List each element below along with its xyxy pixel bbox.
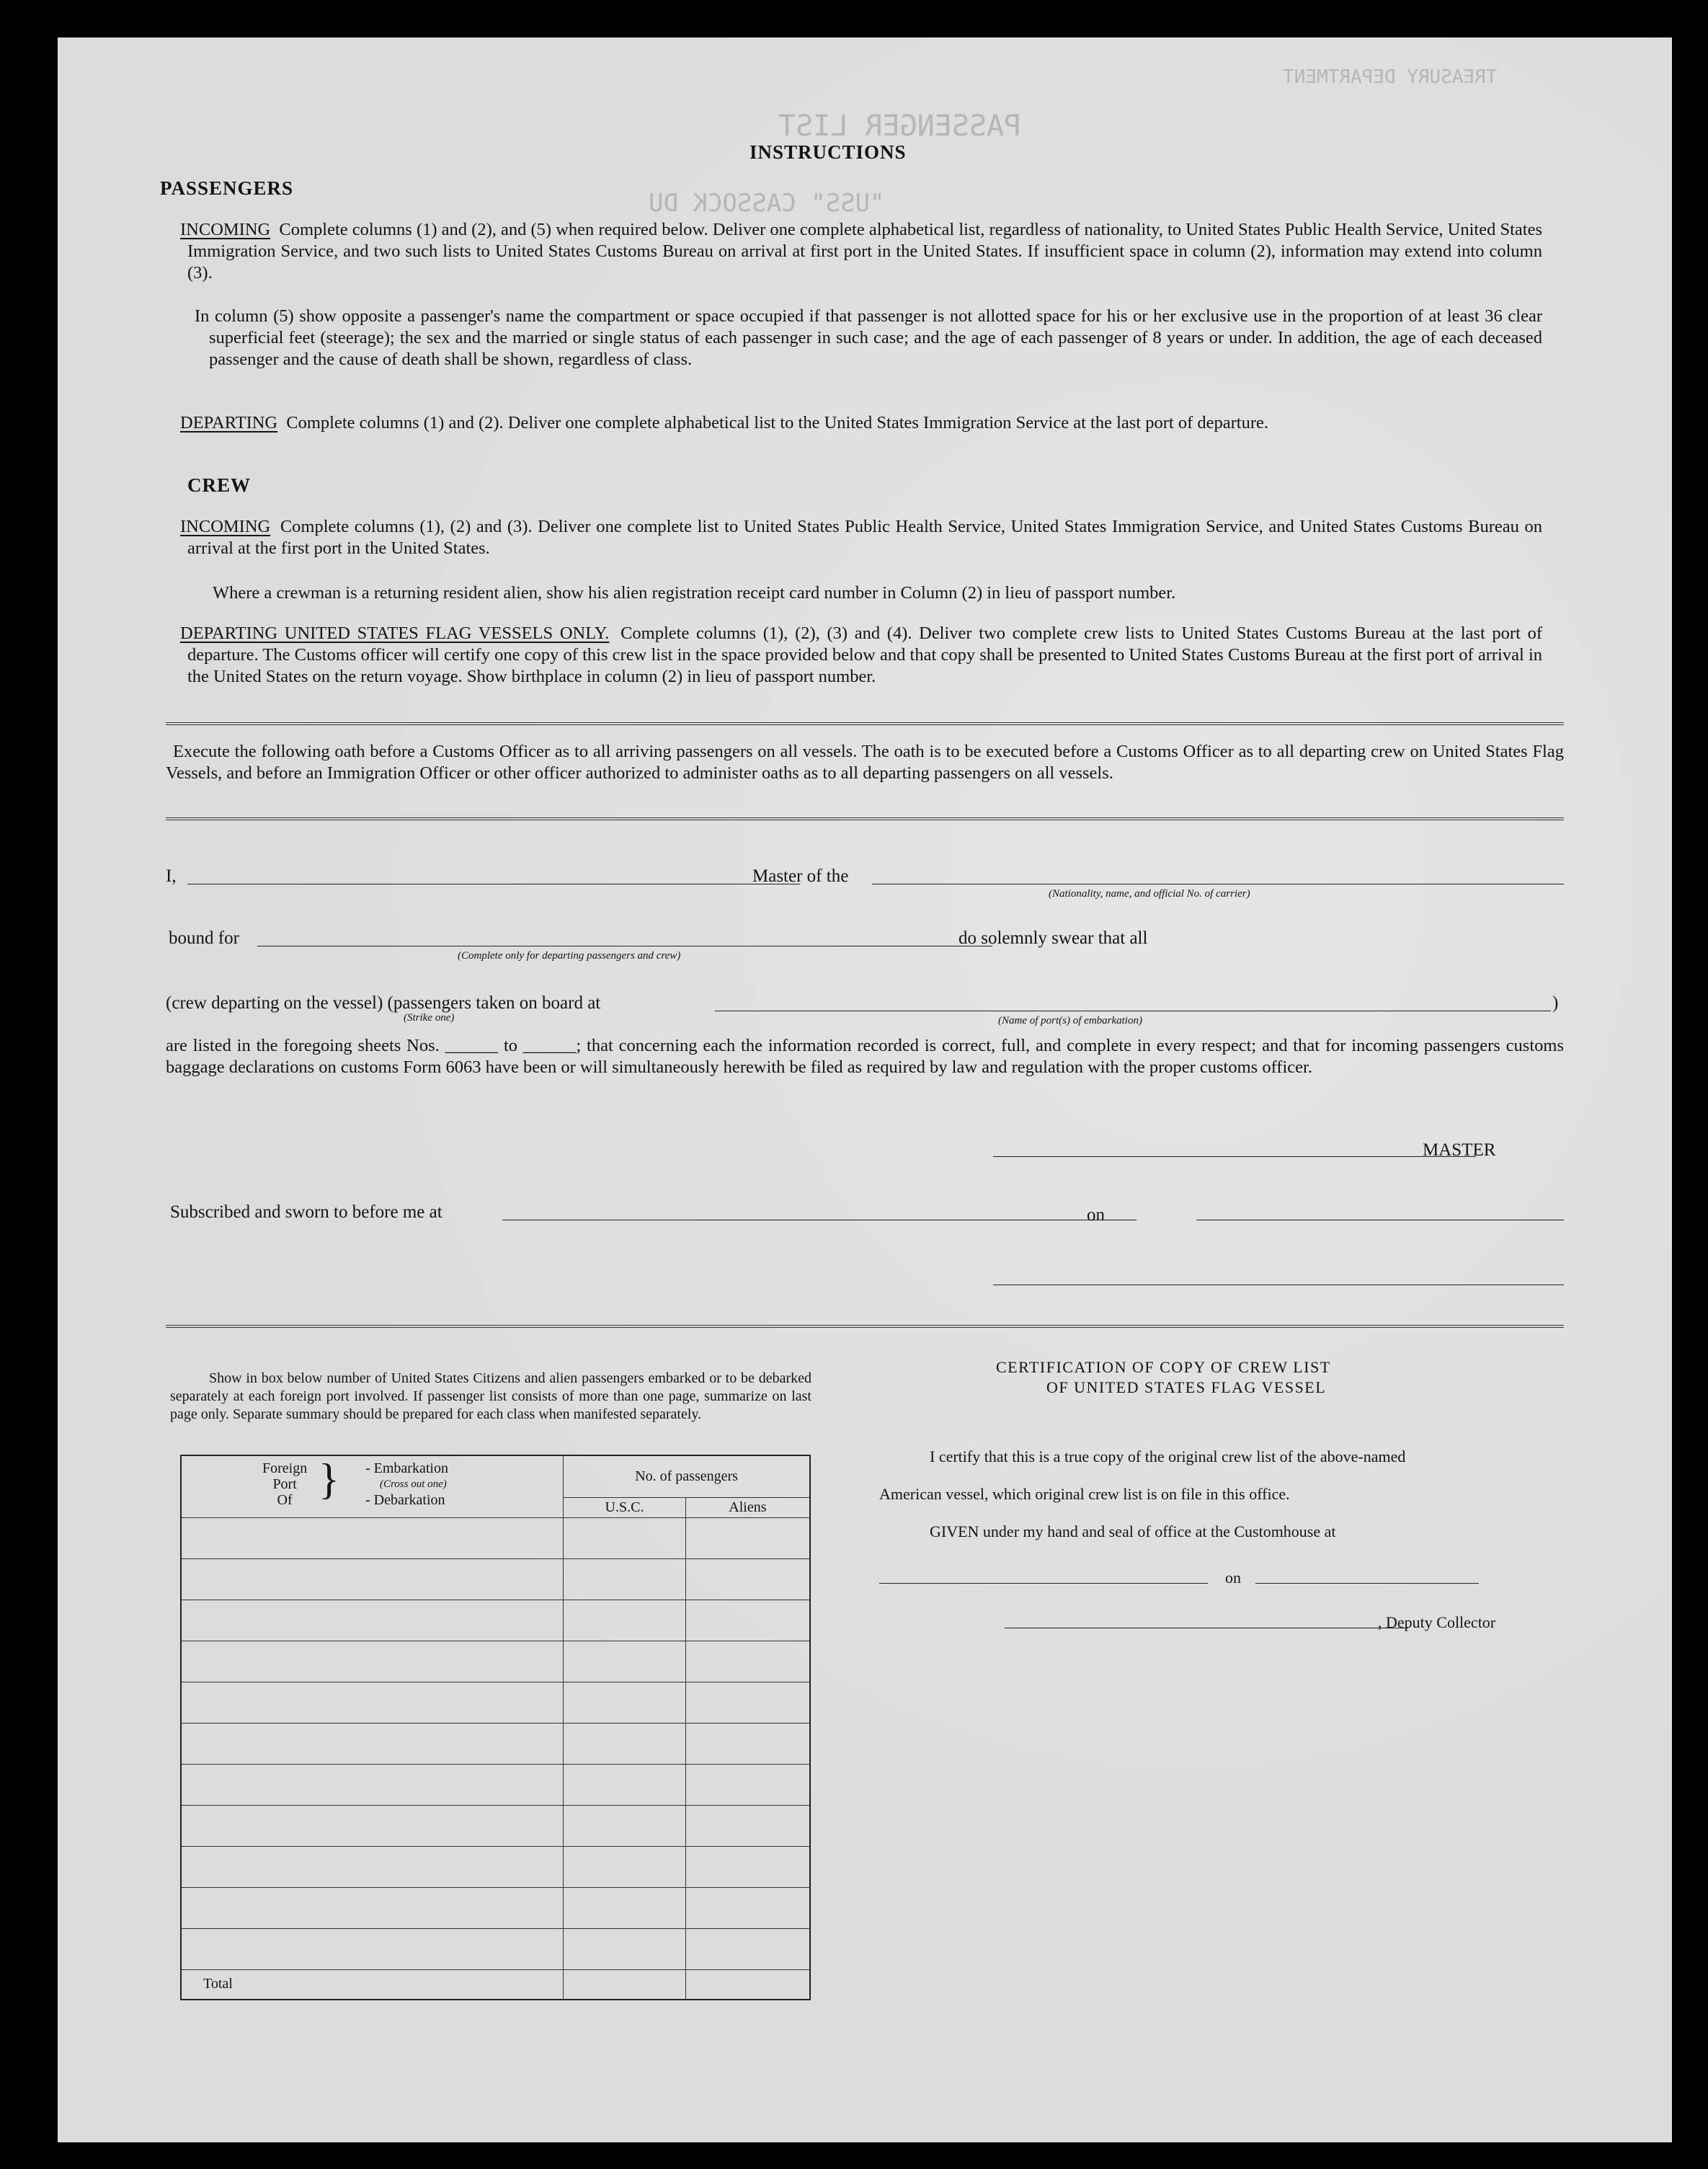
aliens-cell[interactable] — [685, 1641, 810, 1682]
usc-cell[interactable] — [564, 1887, 686, 1928]
summary-row — [181, 1846, 810, 1887]
port-cell[interactable] — [181, 1641, 564, 1682]
aliens-cell[interactable] — [685, 1600, 810, 1641]
certify-text-line1: I certify that this is a true copy of the original crew list of the above-named — [930, 1447, 1406, 1465]
summary-instructions-section — [170, 1370, 811, 1424]
port-label: Port — [272, 1476, 297, 1492]
summary-row — [181, 1641, 810, 1682]
crew-departing-text: Complete columns (1), (2), (3) and (4). Deliver two complete crew lists to United States Customs Bureau at the last port of departure. The Customs officer will certify one copy of this crew list in the space provided below and that copy shall be presented to United States Customs Bureau at the first port of arrival in the United States on the return voyage. Show birthplace in column (2) in lieu of passport number. — [187, 624, 1542, 686]
summary-header-row — [181, 1455, 810, 1497]
oath-intro-section — [166, 741, 1564, 784]
port-cell[interactable] — [181, 1846, 564, 1887]
usc-cell[interactable] — [564, 1558, 686, 1600]
aliens-cell[interactable] — [685, 1558, 810, 1600]
certify-text-line2: American vessel, which original crew list is on file in this office. — [879, 1485, 1290, 1503]
usc-cell[interactable] — [564, 1805, 686, 1846]
bound-for-label: bound for — [169, 928, 239, 948]
foreign-port-header — [181, 1455, 564, 1517]
aliens-cell[interactable] — [685, 1517, 810, 1558]
master-of-the-label: Master of the — [752, 866, 849, 886]
cross-out-note: (Cross out one) — [380, 1478, 447, 1490]
subscribed-label: Subscribed and sworn to before me at — [170, 1202, 442, 1222]
passenger-summary-table — [180, 1455, 811, 2000]
deputy-collector-label: , Deputy Collector — [1378, 1613, 1496, 1631]
certification-title-line1: CERTIFICATION OF COPY OF CREW LIST — [996, 1358, 1331, 1376]
total-aliens-cell[interactable] — [685, 1969, 810, 2000]
total-label: Total — [181, 1969, 564, 2000]
document-page — [58, 37, 1672, 2142]
no-of-passengers-header: No. of passengers — [564, 1455, 810, 1497]
i-label: I, — [166, 866, 177, 886]
passengers-incoming-section — [180, 219, 1542, 284]
master-signature-line[interactable] — [993, 1156, 1476, 1157]
crewman-text: Where a crewman is a returning resident alien, show his alien registration receipt card number in Column (2) in lieu of passport number. — [213, 583, 1176, 603]
certification-on-label: on — [1225, 1569, 1241, 1587]
oath-intro-text: Execute the following oath before a Customs Officer as to all arriving passengers on all vessels. The oath is to be executed before a Customs Officer as to all departing crew on United States Flag Vessels, and before an Immigration Officer or other officer authorized to administer oaths as to all departing passengers on all vessels. — [166, 742, 1564, 783]
aliens-cell[interactable] — [685, 1764, 810, 1805]
crew-incoming-text: Complete columns (1), (2) and (3). Deliver one complete list to United States Public Health Service, United States Immigration Service, and United States Customs Bureau on arrival at the first port in the United States. — [187, 517, 1543, 558]
usc-cell[interactable] — [564, 1682, 686, 1723]
passengers-heading: PASSENGERS — [160, 177, 294, 199]
port-cell[interactable] — [181, 1887, 564, 1928]
total-usc-cell[interactable] — [564, 1969, 686, 2000]
complete-only-note: (Complete only for departing passengers and crew) — [458, 950, 681, 962]
aliens-cell[interactable] — [685, 1682, 810, 1723]
debarkation-label: - Debarkation — [365, 1492, 445, 1508]
nationality-note: (Nationality, name, and official No. of carrier) — [1049, 888, 1250, 900]
aliens-cell[interactable] — [685, 1805, 810, 1846]
usc-cell[interactable] — [564, 1846, 686, 1887]
aliens-header: Aliens — [685, 1497, 810, 1517]
page-title: INSTRUCTIONS — [750, 141, 907, 163]
crew-heading: CREW — [187, 474, 252, 496]
summary-row — [181, 1928, 810, 1969]
crew-incoming-section — [180, 516, 1543, 559]
swear-text: do solemnly swear that all — [958, 928, 1148, 948]
aliens-cell[interactable] — [685, 1887, 810, 1928]
port-cell[interactable] — [181, 1805, 564, 1846]
section-divider — [166, 817, 1564, 820]
aliens-cell[interactable] — [685, 1928, 810, 1969]
usc-cell[interactable] — [564, 1641, 686, 1682]
summary-row — [181, 1558, 810, 1600]
master-label: MASTER — [1423, 1140, 1496, 1160]
summary-row — [181, 1723, 810, 1764]
ports-note: (Name of port(s) of embarkation) — [998, 1015, 1142, 1026]
brace-icon: } — [319, 1455, 339, 1503]
section-divider — [166, 1325, 1564, 1328]
sworn-on-label: on — [1087, 1205, 1105, 1225]
section-divider — [166, 722, 1564, 725]
crew-departing-section — [180, 623, 1542, 688]
aliens-cell[interactable] — [685, 1846, 810, 1887]
summary-instructions-text: Show in box below number of United States Citizens and alien passengers embarked or to be debarked separately at each foreign port involved. If passenger list consists of more than one page, summarize on last page only. Separate summary should be prepared for each class when manifested separately. — [170, 1370, 811, 1422]
usc-cell[interactable] — [564, 1600, 686, 1641]
crewman-section — [213, 582, 1546, 604]
port-cell[interactable] — [181, 1558, 564, 1600]
passengers-departing-text: Complete columns (1) and (2). Deliver one complete alphabetical list to the United States Immigration Service at the last port of departure. — [286, 413, 1268, 433]
summary-row — [181, 1600, 810, 1641]
summary-row — [181, 1887, 810, 1928]
port-cell[interactable] — [181, 1764, 564, 1805]
passengers-departing-label: DEPARTING — [180, 413, 278, 433]
usc-header: U.S.C. — [564, 1497, 686, 1517]
port-cell[interactable] — [181, 1600, 564, 1641]
summary-row — [181, 1517, 810, 1558]
summary-row — [181, 1764, 810, 1805]
close-paren: ) — [1552, 993, 1559, 1013]
given-text: GIVEN under my hand and seal of office at the Customhouse at — [930, 1522, 1336, 1540]
bleed-through-text: "USS" CASSOCK DU — [649, 189, 885, 218]
of-label: Of — [277, 1492, 293, 1508]
passengers-departing-section — [180, 412, 1542, 434]
crew-incoming-label: INCOMING — [180, 517, 271, 536]
customhouse-line[interactable] — [879, 1583, 1208, 1584]
column5-section — [195, 306, 1542, 371]
sheets-text: are listed in the foregoing sheets Nos. ______ to ______; that concerning each the information recorded is correct, full, and complete in every respect; and that for incoming passengers customs baggage declarations on customs Form 6063 have been or will simultaneously herewith be filed as required by law and regulation with the proper customs officer. — [166, 1036, 1564, 1077]
passengers-incoming-label: INCOMING — [180, 220, 271, 239]
port-cell[interactable] — [181, 1723, 564, 1764]
certification-title-line2: OF UNITED STATES FLAG VESSEL — [1046, 1378, 1327, 1396]
usc-cell[interactable] — [564, 1723, 686, 1764]
aliens-cell[interactable] — [685, 1723, 810, 1764]
crew-departing-text: (crew departing on the vessel) (passengers taken on board at — [166, 993, 601, 1013]
embarkation-label: - Embarkation — [365, 1460, 448, 1476]
usc-cell[interactable] — [564, 1764, 686, 1805]
usc-cell[interactable] — [564, 1517, 686, 1558]
port-cell[interactable] — [181, 1928, 564, 1969]
summary-row — [181, 1805, 810, 1846]
crew-departing-label: DEPARTING UNITED STATES FLAG VESSELS ONLY. — [180, 624, 610, 643]
passengers-incoming-text: Complete columns (1) and (2), and (5) when required below. Deliver one complete alphabetical list, regardless of nationality, to United States Public Health Service, United States Immigration Service, and two such lists to United States Customs Bureau on arrival at first port in the United States. If insufficient space in column (2), information may extend into column (3). — [187, 220, 1542, 283]
summary-total-row — [181, 1969, 810, 2000]
sheets-section — [166, 1035, 1564, 1078]
strike-one-note: (Strike one) — [404, 1012, 455, 1024]
summary-row — [181, 1682, 810, 1723]
column5-text: In column (5) show opposite a passenger's name the compartment or space occupied if that passenger is not allotted space for his or her exclusive use in the proportion of at least 36 clear superficial feet (steerage); the sex and the married or single status of each passenger in such case; and the age of each passenger of 8 years or under. In addition, the age of each deceased passenger and the cause of death shall be shown, regardless of class. — [195, 306, 1542, 369]
foreign-label: Foreign — [262, 1460, 308, 1476]
port-cell[interactable] — [181, 1517, 564, 1558]
port-cell[interactable] — [181, 1682, 564, 1723]
bleed-through-text: TREASURY DEPARTMENT — [1283, 66, 1498, 88]
usc-cell[interactable] — [564, 1928, 686, 1969]
certification-date-line[interactable] — [1255, 1583, 1479, 1584]
bleed-through-text: PASSENGER LIST — [778, 110, 1022, 143]
